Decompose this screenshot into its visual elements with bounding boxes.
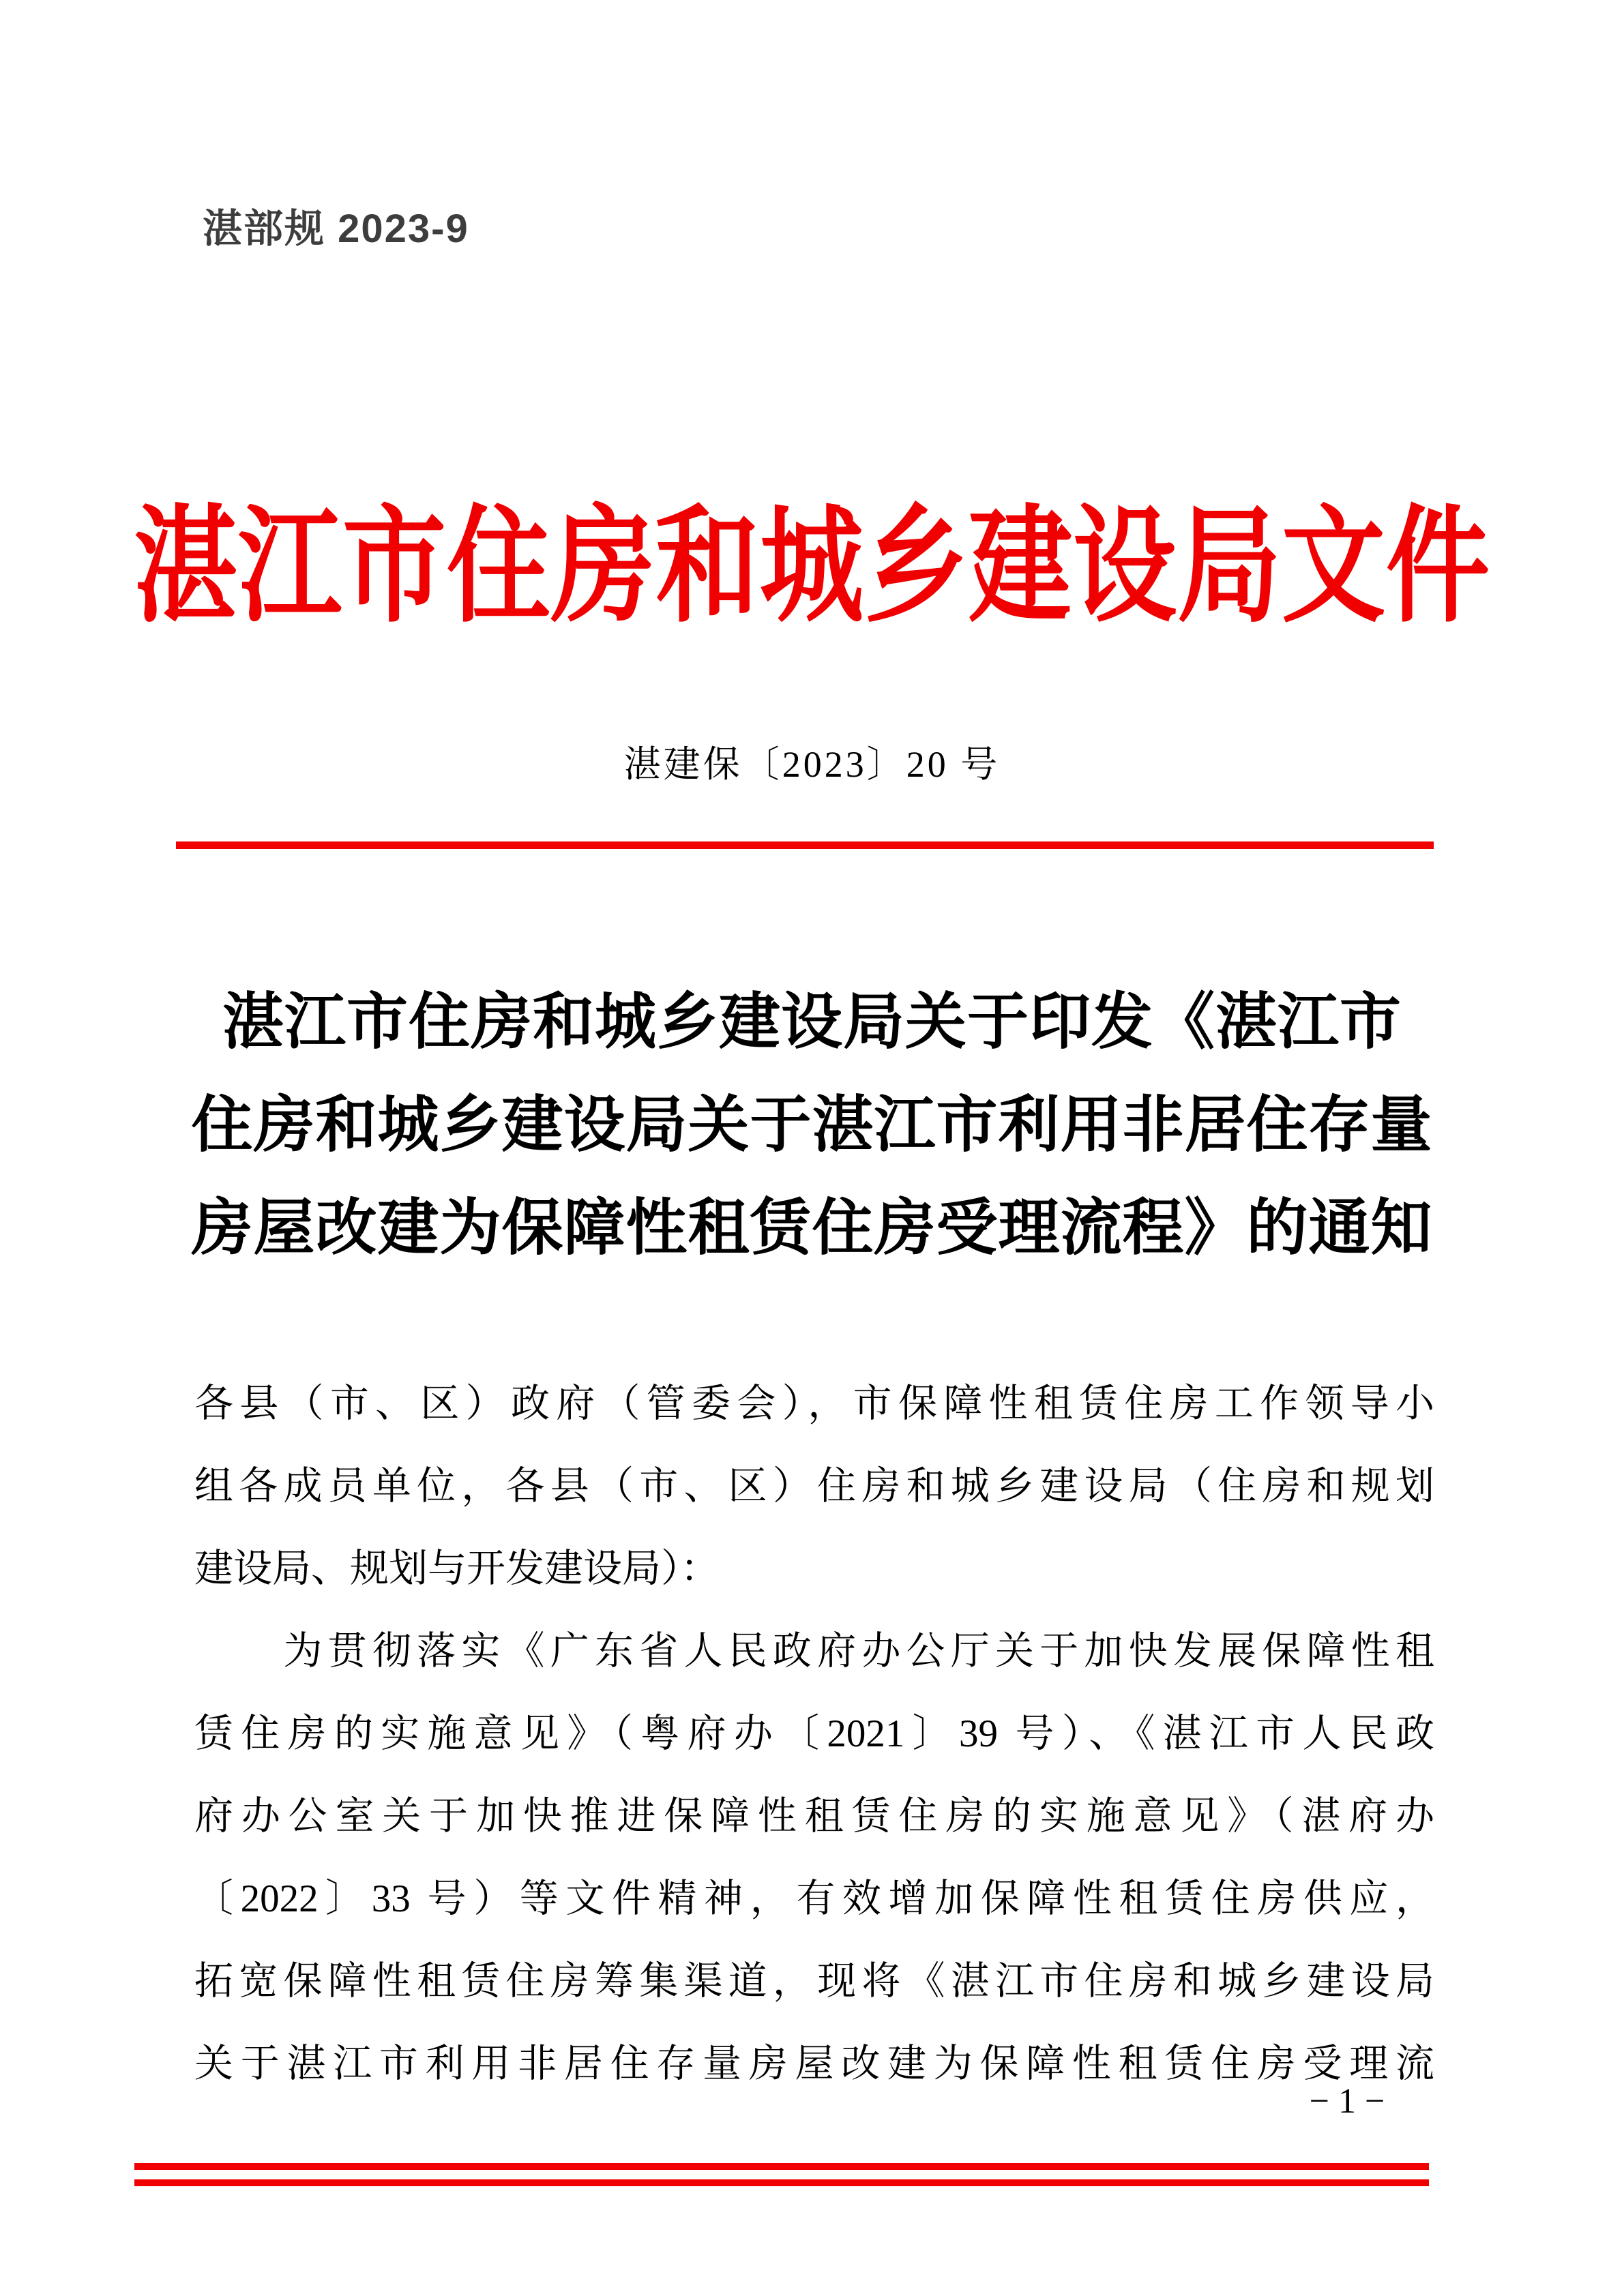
body-text [194,1362,1434,2105]
footer-red-rule-bottom [134,2179,1429,2186]
body-line: 府办公室关于加快推进保障性租赁住房的实施意见》（湛府办 [194,1795,1434,1838]
body-line: 建设局、规划与开发建设局）： [194,1547,720,1590]
page-number: − 1 − [1309,2082,1385,2121]
body-line: 关于湛江市利用非居住存量房屋改建为保障性租赁住房受理流 [194,2042,1434,2085]
body-line: 为贯彻落实《广东省人民政府办公厅关于加快发展保障性租 [194,1630,1434,1673]
body-line: 赁住房的实施意见》（粤府办〔2021〕39 号）、《湛江市人民政 [194,1712,1434,1755]
document-title-line-3: 房屋改建为保障性租赁住房受理流程》的通知 [191,1195,1433,1262]
agency-banner-title: 湛江市住房和城乡建设局文件 [134,497,1490,638]
body-line: 〔2022〕33 号）等文件精神，有效增加保障性租赁住房供应， [194,1877,1434,1920]
footer-red-rule-top [134,2163,1429,2170]
body-line: 各县（市、区）政府（管委会），市保障性租赁住房工作领导小 [194,1382,1434,1425]
body-line: 拓宽保障性租赁住房筹集渠道，现将《湛江市住房和城乡建设局 [194,1960,1434,2003]
document-title-line-2: 住房和城乡建设局关于湛江市利用非居住存量 [191,1092,1433,1159]
regulation-code: 湛部规 2023-9 [203,207,469,251]
document-title [95,971,1529,1280]
document-number: 湛建保〔2023〕20 号 [623,744,1001,785]
document-title-line-1: 湛江市住房和城乡建设局关于印发《湛江市 [222,989,1402,1056]
body-line: 组各成员单位，各县（市、区）住房和城乡建设局（住房和规划 [194,1465,1434,1508]
red-divider-rule [176,841,1434,849]
